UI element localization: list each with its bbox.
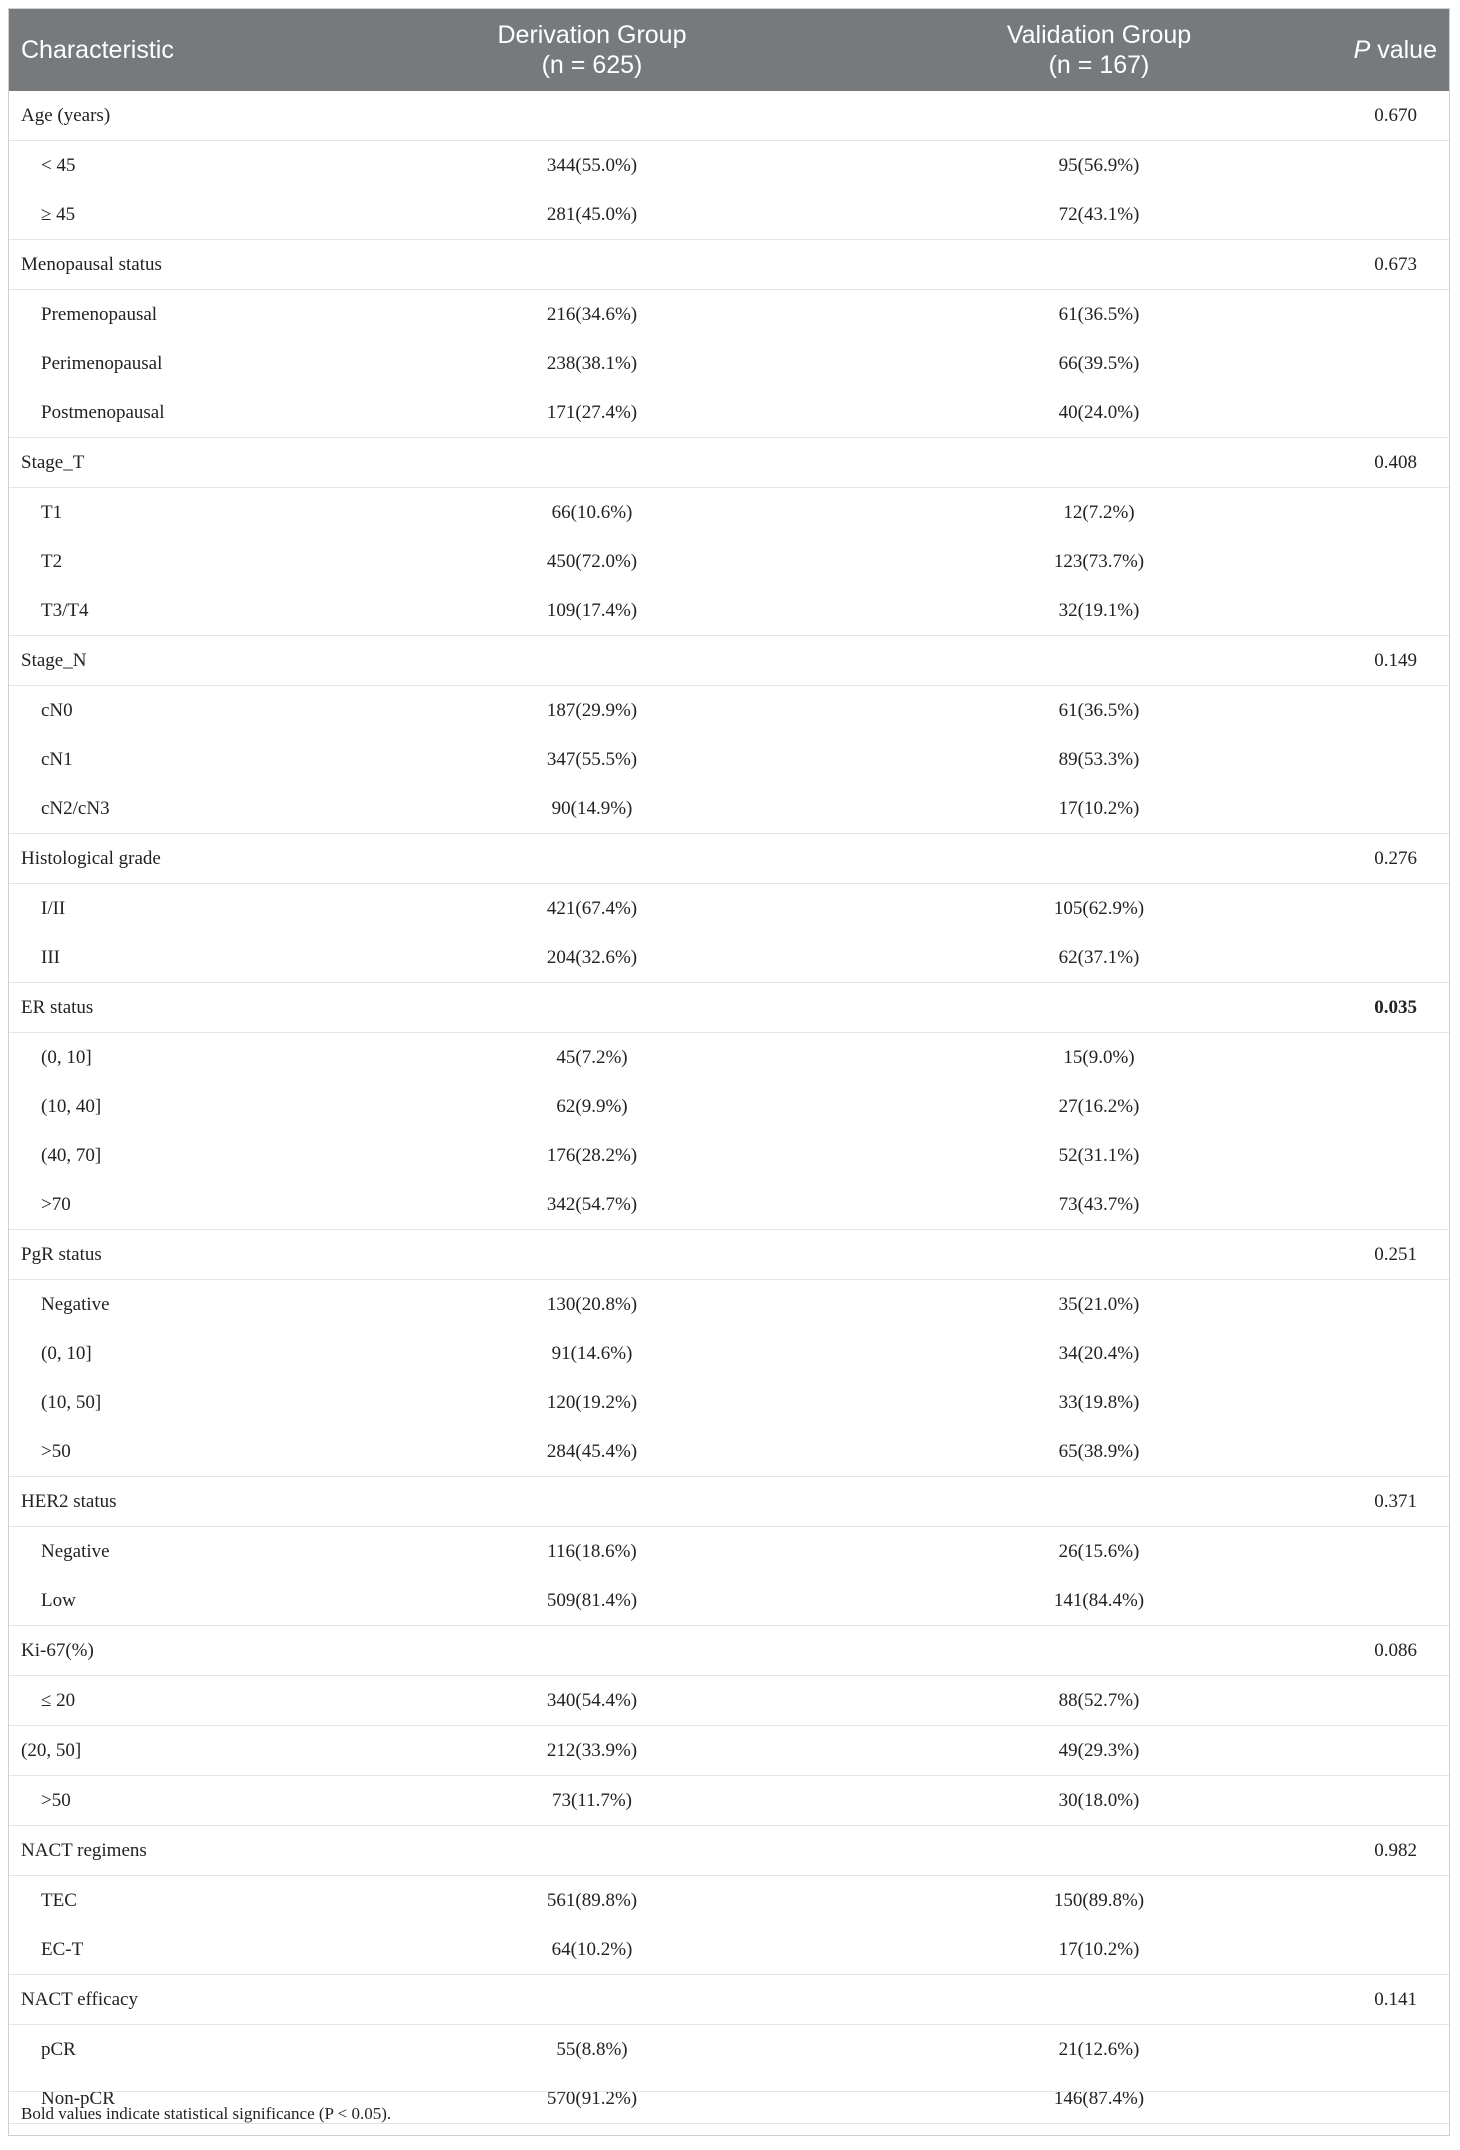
table-row: [9, 388, 1449, 438]
validation-value: 61(36.5%): [1058, 304, 1140, 325]
row-label: Stage_T: [21, 452, 85, 473]
table-row: [9, 1876, 1449, 1925]
table-row: [9, 1726, 1449, 1776]
table-row: [9, 1776, 1449, 1826]
derivation-value: 344(55.0%): [546, 155, 638, 176]
derivation-value: 340(54.4%): [546, 1690, 638, 1711]
derivation-value: 509(81.4%): [546, 1590, 638, 1611]
validation-value: 95(56.9%): [1058, 155, 1140, 176]
derivation-value: 342(54.7%): [546, 1194, 638, 1215]
validation-value: 89(53.3%): [1058, 749, 1140, 770]
row-label: (0, 10]: [41, 1047, 92, 1068]
row-label: pCR: [41, 2039, 76, 2060]
table-row: [9, 1033, 1449, 1082]
derivation-value: 171(27.4%): [546, 402, 638, 423]
row-label: >50: [41, 1790, 71, 1811]
header-validation-n: (n = 167): [1048, 51, 1150, 79]
row-label: Negative: [41, 1294, 110, 1315]
derivation-value: 204(32.6%): [546, 947, 638, 968]
header-characteristic: [21, 9, 174, 91]
derivation-value: 116(18.6%): [547, 1541, 637, 1562]
header-derivation-n: (n = 625): [541, 51, 643, 79]
validation-value: 72(43.1%): [1058, 204, 1140, 225]
derivation-value: 73(11.7%): [551, 1790, 633, 1811]
row-label: Low: [41, 1590, 76, 1611]
header-derivation-title: Derivation Group: [497, 21, 687, 49]
row-label: (10, 40]: [41, 1096, 102, 1117]
row-label: Age (years): [21, 105, 111, 126]
validation-value: 141(84.4%): [1053, 1590, 1145, 1611]
table-row: [9, 1527, 1449, 1576]
derivation-value: 238(38.1%): [546, 353, 638, 374]
row-label: ≥ 45: [41, 204, 76, 225]
derivation-value: 281(45.0%): [546, 204, 638, 225]
table-category-row: [9, 91, 1449, 141]
derivation-value: 109(17.4%): [546, 600, 638, 621]
p-value: 0.982: [1374, 1840, 1417, 1861]
table-row: [9, 141, 1449, 190]
p-value: 0.408: [1374, 452, 1417, 473]
row-label: T1: [41, 502, 63, 523]
row-label: ≤ 20: [41, 1690, 76, 1711]
derivation-value: 176(28.2%): [546, 1145, 638, 1166]
derivation-value: 284(45.4%): [546, 1441, 638, 1462]
validation-value: 49(29.3%): [1058, 1740, 1140, 1761]
table-row: [9, 1676, 1449, 1726]
row-label: NACT efficacy: [21, 1989, 138, 2010]
p-value: 0.141: [1374, 1989, 1417, 2010]
validation-value: 27(16.2%): [1058, 1096, 1140, 1117]
baseline-characteristics-table: [8, 8, 1450, 2136]
derivation-value: 130(20.8%): [546, 1294, 638, 1315]
table-row: [9, 290, 1449, 339]
row-label: (10, 50]: [41, 1392, 102, 1413]
validation-value: 40(24.0%): [1058, 402, 1140, 423]
validation-value: 88(52.7%): [1058, 1690, 1140, 1711]
row-label: Perimenopausal: [41, 353, 163, 374]
validation-value: 62(37.1%): [1058, 947, 1140, 968]
validation-value: 65(38.9%): [1058, 1441, 1140, 1462]
validation-value: 33(19.8%): [1058, 1392, 1140, 1413]
table-row: [9, 1180, 1449, 1230]
header-p-value: [1354, 9, 1437, 91]
header-derivation-group: [392, 9, 792, 91]
row-label: Ki-67(%): [21, 1640, 94, 1661]
row-label: ER status: [21, 997, 94, 1018]
table-category-row: [9, 983, 1449, 1033]
row-label: Negative: [41, 1541, 110, 1562]
derivation-value: 120(19.2%): [546, 1392, 638, 1413]
p-value: 0.673: [1374, 254, 1417, 275]
row-label: EC-T: [41, 1939, 84, 1960]
table-row: [9, 1378, 1449, 1427]
table-category-row: [9, 1826, 1449, 1876]
header-validation-title: Validation Group: [1006, 21, 1192, 49]
p-value: 0.149: [1374, 650, 1417, 671]
validation-value: 52(31.1%): [1058, 1145, 1140, 1166]
row-label: HER2 status: [21, 1491, 117, 1512]
table-category-row: [9, 1477, 1449, 1527]
row-label: >70: [41, 1194, 71, 1215]
table-category-row: [9, 636, 1449, 686]
table-row: [9, 884, 1449, 933]
table-footnote: Bold values indicate statistical significance (P < 0.05).: [9, 2091, 1449, 2135]
row-label: Premenopausal: [41, 304, 158, 325]
row-label: T3/T4: [41, 600, 89, 621]
validation-value: 73(43.7%): [1058, 1194, 1140, 1215]
row-label: T2: [41, 551, 63, 572]
row-label: cN2/cN3: [41, 798, 110, 819]
row-label: (20, 50]: [21, 1740, 82, 1761]
table-row: [9, 1131, 1449, 1180]
table-category-row: [9, 438, 1449, 488]
table-row: [9, 1576, 1449, 1626]
header-characteristic-label: Characteristic: [21, 36, 174, 64]
table-row: [9, 339, 1449, 388]
p-value: 0.086: [1374, 1640, 1417, 1661]
validation-value: 32(19.1%): [1058, 600, 1140, 621]
derivation-value: 421(67.4%): [546, 898, 638, 919]
row-label: I/II: [41, 898, 66, 919]
row-label: PgR status: [21, 1244, 102, 1265]
derivation-value: 91(14.6%): [551, 1343, 633, 1364]
derivation-value: 90(14.9%): [551, 798, 633, 819]
row-label: >50: [41, 1441, 71, 1462]
validation-value: 123(73.7%): [1053, 551, 1145, 572]
row-label: (40, 70]: [41, 1145, 102, 1166]
row-label: Histological grade: [21, 848, 161, 869]
table-row: [9, 735, 1449, 784]
validation-value: 150(89.8%): [1053, 1890, 1145, 1911]
header-validation-group: [899, 9, 1299, 91]
row-label: III: [41, 947, 60, 968]
table-row: [9, 686, 1449, 735]
derivation-value: 212(33.9%): [546, 1740, 638, 1761]
validation-value: 61(36.5%): [1058, 700, 1140, 721]
p-value: 0.670: [1374, 105, 1417, 126]
table-row: [9, 933, 1449, 983]
table-row: [9, 1925, 1449, 1975]
table-row: [9, 537, 1449, 586]
header-p-rest: value: [1370, 36, 1437, 64]
row-label: Postmenopausal: [41, 402, 165, 423]
derivation-value: 66(10.6%): [551, 502, 633, 523]
derivation-value: 450(72.0%): [546, 551, 638, 572]
validation-value: 66(39.5%): [1058, 353, 1140, 374]
table-category-row: [9, 1230, 1449, 1280]
table-row: [9, 1427, 1449, 1477]
p-value: 0.035: [1374, 997, 1417, 1018]
derivation-value: 64(10.2%): [551, 1939, 633, 1960]
table-row: [9, 784, 1449, 834]
table-row: [9, 1082, 1449, 1131]
validation-value: 105(62.9%): [1053, 898, 1145, 919]
row-label: < 45: [41, 155, 76, 176]
validation-value: 21(12.6%): [1058, 2039, 1140, 2060]
derivation-value: 570(91.2%): [546, 2088, 638, 2109]
table-row: [9, 586, 1449, 636]
row-label: NACT regimens: [21, 1840, 147, 1861]
row-label: (0, 10]: [41, 1343, 92, 1364]
validation-value: 12(7.2%): [1063, 502, 1135, 523]
row-label: Menopausal status: [21, 254, 162, 275]
table-category-row: [9, 834, 1449, 884]
p-value: 0.251: [1374, 1244, 1417, 1265]
row-label: cN0: [41, 700, 73, 721]
p-value: 0.276: [1374, 848, 1417, 869]
row-label: cN1: [41, 749, 73, 770]
validation-value: 26(15.6%): [1058, 1541, 1140, 1562]
derivation-value: 187(29.9%): [546, 700, 638, 721]
validation-value: 30(18.0%): [1058, 1790, 1140, 1811]
validation-value: 35(21.0%): [1058, 1294, 1140, 1315]
header-p-italic: P: [1353, 36, 1371, 64]
validation-value: 17(10.2%): [1058, 798, 1140, 819]
validation-value: 15(9.0%): [1063, 1047, 1135, 1068]
validation-value: 17(10.2%): [1058, 1939, 1140, 1960]
derivation-value: 55(8.8%): [556, 2039, 628, 2060]
derivation-value: 62(9.9%): [556, 1096, 628, 1117]
derivation-value: 216(34.6%): [546, 304, 638, 325]
p-value: 0.371: [1374, 1491, 1417, 1512]
row-label: Stage_N: [21, 650, 87, 671]
derivation-value: 45(7.2%): [556, 1047, 628, 1068]
table-row: [9, 488, 1449, 537]
table-row: [9, 190, 1449, 240]
table-body: [9, 91, 1449, 2124]
derivation-value: 561(89.8%): [546, 1890, 638, 1911]
table-row: [9, 1280, 1449, 1329]
row-label: TEC: [41, 1890, 77, 1911]
row-label: Non-pCR: [41, 2088, 115, 2109]
table-category-row: [9, 1626, 1449, 1676]
table-row: [9, 2025, 1449, 2074]
table-category-row: [9, 240, 1449, 290]
validation-value: 146(87.4%): [1053, 2088, 1145, 2109]
derivation-value: 347(55.5%): [546, 749, 638, 770]
table-row: [9, 1329, 1449, 1378]
validation-value: 34(20.4%): [1058, 1343, 1140, 1364]
table-category-row: [9, 1975, 1449, 2025]
table-header: [9, 9, 1449, 91]
